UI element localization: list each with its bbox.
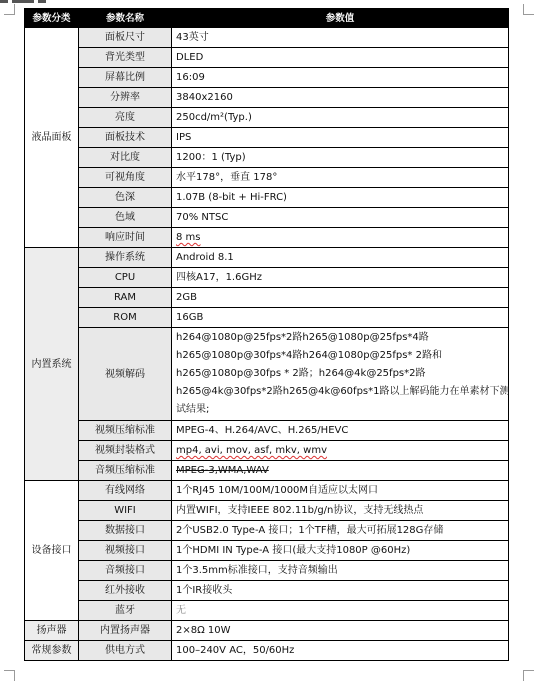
param-value bbox=[172, 461, 509, 481]
param-value: 43英寸 bbox=[172, 28, 509, 48]
param-name: 红外接收 bbox=[79, 581, 172, 601]
param-name: 面板尺寸 bbox=[79, 28, 172, 48]
param-value: 2GB bbox=[172, 288, 509, 308]
decode-line: h265@1080p@30fps * 2路；h264@4k@25fps*2路 bbox=[176, 368, 426, 379]
page-corner-mark bbox=[4, 670, 15, 681]
table-row bbox=[25, 28, 509, 48]
table-row bbox=[25, 228, 509, 248]
param-name: 视频压缩标准 bbox=[79, 421, 172, 441]
param-value bbox=[172, 441, 509, 461]
table-row bbox=[25, 128, 509, 148]
table-row bbox=[25, 461, 509, 481]
param-value: 70% NTSC bbox=[172, 208, 509, 228]
param-name: 数据接口 bbox=[79, 521, 172, 541]
table-row bbox=[25, 561, 509, 581]
param-value: 1个IR接收头 bbox=[172, 581, 509, 601]
param-value: 2个USB2.0 Type-A 接口；1个TF槽，最大可拓展128G存储 bbox=[172, 521, 509, 541]
param-value: 16:09 bbox=[172, 68, 509, 88]
header-category: 参数分类 bbox=[25, 9, 79, 28]
table-row bbox=[25, 481, 509, 501]
header-value: 参数值 bbox=[172, 9, 509, 28]
param-name: CPU bbox=[79, 268, 172, 288]
table-header-row bbox=[25, 9, 509, 28]
param-name: 响应时间 bbox=[79, 228, 172, 248]
param-name: 色深 bbox=[79, 188, 172, 208]
param-name: 色域 bbox=[79, 208, 172, 228]
table-row bbox=[25, 108, 509, 128]
param-value: 1.07B (8-bit + Hi-FRC) bbox=[172, 188, 509, 208]
param-value: 1个3.5mm标准接口，支持音频输出 bbox=[172, 561, 509, 581]
page-corner-mark bbox=[523, 4, 534, 15]
table-row bbox=[25, 441, 509, 461]
param-name: 视频接口 bbox=[79, 541, 172, 561]
param-name: RAM bbox=[79, 288, 172, 308]
category-cell: 扬声器 bbox=[25, 621, 79, 641]
table-row bbox=[25, 148, 509, 168]
page-corner-mark bbox=[4, 4, 15, 15]
table-row bbox=[25, 48, 509, 68]
param-value: 2×8Ω 10W bbox=[172, 621, 509, 641]
param-name: 有线网络 bbox=[79, 481, 172, 501]
param-value: 1个RJ45 10M/100M/1000M自适应以太网口 bbox=[172, 481, 509, 501]
param-name: 内置扬声器 bbox=[79, 621, 172, 641]
param-value: 1个HDMI IN Type-A 接口(最大支持1080P @60Hz) bbox=[172, 541, 509, 561]
param-value: 250cd/m²(Typ.) bbox=[172, 108, 509, 128]
param-value: 16GB bbox=[172, 308, 509, 328]
param-value-text: mp4, avi, mov, asf, mkv, wmv bbox=[176, 445, 327, 456]
table-row bbox=[25, 268, 509, 288]
table-row bbox=[25, 541, 509, 561]
param-name: 背光类型 bbox=[79, 48, 172, 68]
param-value: 水平178°，垂直 178° bbox=[172, 168, 509, 188]
param-value: IPS bbox=[172, 128, 509, 148]
param-name: 对比度 bbox=[79, 148, 172, 168]
param-value: 内置WIFI，支持IEEE 802.11b/g/n协议，支持无线热点 bbox=[172, 501, 509, 521]
category-cell: 内置系统 bbox=[25, 248, 79, 481]
param-value: 3840x2160 bbox=[172, 88, 509, 108]
param-value-multiline bbox=[172, 328, 509, 421]
param-name: 操作系统 bbox=[79, 248, 172, 268]
param-name: 可视角度 bbox=[79, 168, 172, 188]
param-value bbox=[172, 228, 509, 248]
param-name: 屏幕比例 bbox=[79, 68, 172, 88]
param-name: 蓝牙 bbox=[79, 601, 172, 621]
param-value-text: 8 ms bbox=[176, 232, 201, 243]
spec-table bbox=[24, 8, 509, 661]
decode-line: 试结果; bbox=[176, 404, 210, 415]
param-value: DLED bbox=[172, 48, 509, 68]
table-row bbox=[25, 208, 509, 228]
category-cell: 常规参数 bbox=[25, 641, 79, 661]
param-name: 视频解码 bbox=[79, 328, 172, 421]
table-row bbox=[25, 248, 509, 268]
param-name: ROM bbox=[79, 308, 172, 328]
param-value: 无 bbox=[172, 601, 509, 621]
table-row bbox=[25, 581, 509, 601]
decode-line: h265@1080p@30fps*4路h264@1080p@25fps* 2路和 bbox=[176, 350, 442, 361]
decode-line: h264@1080p@25fps*2路h265@1080p@25fps*4路 bbox=[176, 332, 429, 343]
table-row bbox=[25, 501, 509, 521]
table-row bbox=[25, 521, 509, 541]
table-row bbox=[25, 328, 509, 421]
param-value: MPEG-4、H.264/AVC、H.265/HEVC bbox=[172, 421, 509, 441]
page-corner-mark bbox=[523, 670, 534, 681]
table-row bbox=[25, 288, 509, 308]
table-row bbox=[25, 641, 509, 661]
decode-line: h265@4k@30fps*2路h265@4k@60fps*1路以上解码能力在单素材下测 bbox=[176, 386, 510, 397]
category-cell: 液晶面板 bbox=[25, 28, 79, 248]
table-row bbox=[25, 88, 509, 108]
table-row bbox=[25, 601, 509, 621]
table-row bbox=[25, 68, 509, 88]
table-row bbox=[25, 621, 509, 641]
param-value: 四核A17，1.6GHz bbox=[172, 268, 509, 288]
header-name: 参数名称 bbox=[79, 9, 172, 28]
category-cell: 设备接口 bbox=[25, 481, 79, 621]
table-row bbox=[25, 421, 509, 441]
param-name: 亮度 bbox=[79, 108, 172, 128]
param-name: 音频接口 bbox=[79, 561, 172, 581]
param-value: Android 8.1 bbox=[172, 248, 509, 268]
param-value: 100–240V AC，50/60Hz bbox=[172, 641, 509, 661]
table-row bbox=[25, 188, 509, 208]
param-name: 音频压缩标准 bbox=[79, 461, 172, 481]
param-name: 分辨率 bbox=[79, 88, 172, 108]
param-value: 1200：1 (Typ) bbox=[172, 148, 509, 168]
param-value-text: MPEG-3,WMA,WAV bbox=[176, 465, 269, 476]
param-name: 面板技术 bbox=[79, 128, 172, 148]
table-row bbox=[25, 308, 509, 328]
param-name: 供电方式 bbox=[79, 641, 172, 661]
param-name: WIFI bbox=[79, 501, 172, 521]
table-row bbox=[25, 168, 509, 188]
param-name: 视频封装格式 bbox=[79, 441, 172, 461]
